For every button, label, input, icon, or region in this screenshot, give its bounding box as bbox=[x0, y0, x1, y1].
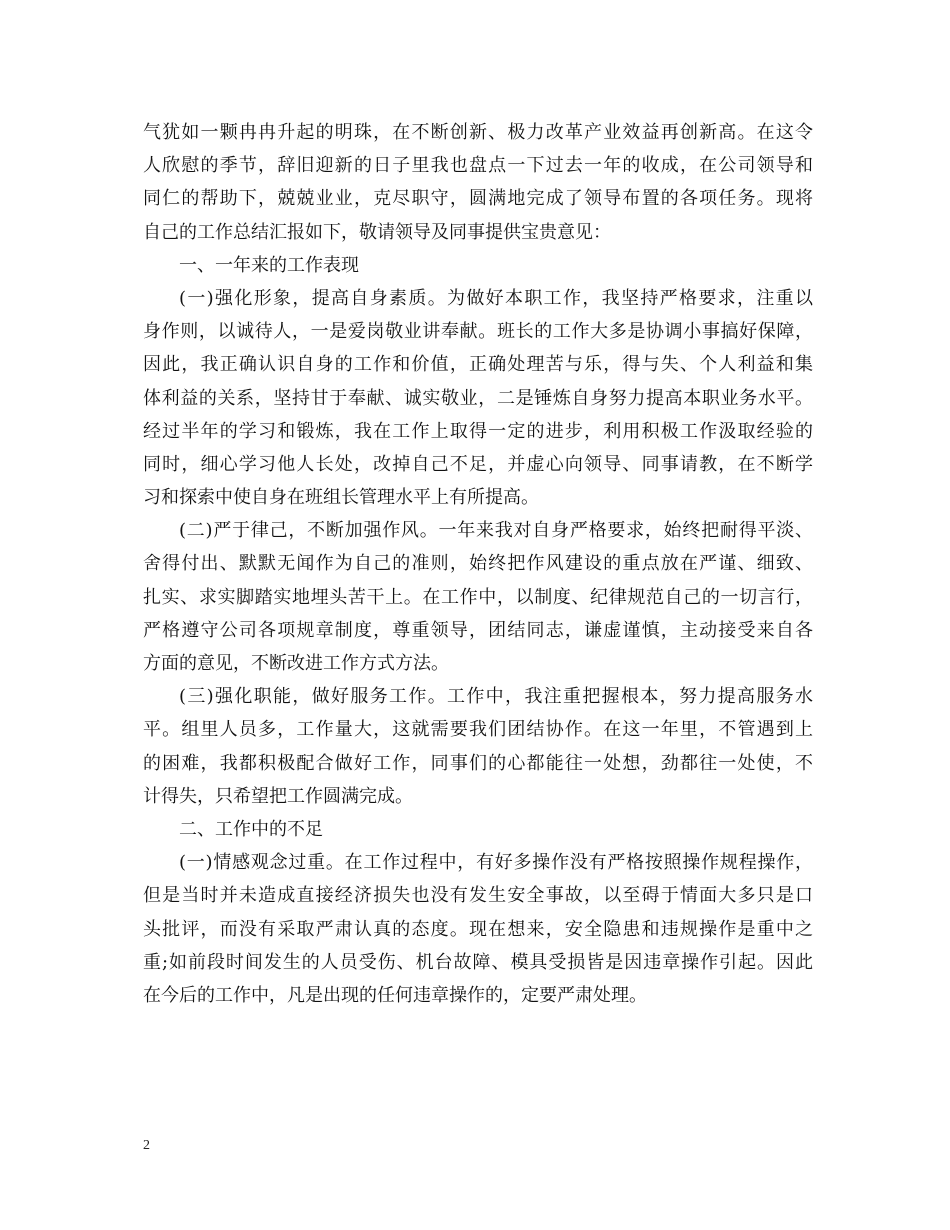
text-line: (二)严于律己，不断加强作风。一年来我对自身严格要求，始终把耐得平淡、 bbox=[179, 520, 813, 542]
text-line: 舍得付出、默默无闻作为自己的准则，始终把作风建设的重点放在严谨、细致、 bbox=[143, 553, 813, 575]
text-line: 体利益的关系，坚持甘于奉献、诚实敬业，二是锤炼自身努力提高本职业务水平。 bbox=[143, 387, 813, 409]
text-line: 扎实、求实脚踏实地埋头苦干上。在工作中，以制度、纪律规范自己的一切言行， bbox=[143, 586, 813, 608]
page-number: 2 bbox=[143, 1138, 150, 1153]
text-line: 经过半年的学习和锻炼，我在工作上取得一定的进步，利用积极工作汲取经验的 bbox=[143, 420, 813, 442]
text-line: 头批评，而没有采取严肃认真的态度。现在想来，安全隐患和违规操作是重中之 bbox=[143, 918, 813, 940]
text-line: 的困难，我都积极配合做好工作，同事们的心都能往一处想，劲都往一处使，不 bbox=[143, 752, 813, 774]
text-line: 人欣慰的季节，辞旧迎新的日子里我也盘点一下过去一年的收成，在公司领导和 bbox=[143, 155, 813, 177]
text-line: 计得失，只希望把工作圆满完成。 bbox=[143, 785, 413, 807]
text-line: 但是当时并未造成直接经济损失也没有发生安全事故，以至碍于情面大多只是口 bbox=[143, 885, 813, 907]
text-line: 重;如前段时间发生的人员受伤、机台故障、模具受损皆是因违章操作引起。因此 bbox=[143, 951, 813, 973]
section-heading: 二、工作中的不足 bbox=[179, 818, 323, 840]
text-line: 身作则，以诚待人，一是爱岗敬业讲奉献。班长的工作大多是协调小事搞好保障， bbox=[143, 321, 813, 343]
text-line: 习和探索中使自身在班组长管理水平上有所提高。 bbox=[143, 487, 539, 509]
text-line: (一)情感观念过重。在工作过程中，有好多操作没有严格按照操作规程操作， bbox=[179, 852, 813, 874]
section-heading: 一、一年来的工作表现 bbox=[179, 254, 359, 276]
text-line: 在今后的工作中，凡是出现的任何违章操作的，定要严肃处理。 bbox=[143, 984, 647, 1006]
text-line: 因此，我正确认识自身的工作和价值，正确处理苦与乐，得与失、个人利益和集 bbox=[143, 354, 813, 376]
text-line: 气犹如一颗冉冉升起的明珠，在不断创新、极力改革产业效益再创新高。在这令 bbox=[143, 122, 813, 143]
text-line: 严格遵守公司各项规章制度，尊重领导，团结同志，谦虚谨慎，主动接受来自各 bbox=[143, 619, 813, 641]
text-line: (一)强化形象，提高自身素质。为做好本职工作，我坚持严格要求，注重以 bbox=[179, 287, 813, 309]
text-line: (三)强化职能，做好服务工作。工作中，我注重把握根本，努力提高服务水 bbox=[179, 686, 813, 708]
body-text bbox=[143, 116, 813, 1012]
text-line: 平。组里人员多，工作量大，这就需要我们团结协作。在这一年里，不管遇到上 bbox=[143, 719, 813, 741]
text-line: 自己的工作总结汇报如下，敬请领导及同事提供宝贵意见： bbox=[143, 221, 611, 243]
text-line: 方面的意见，不断改进工作方式方法。 bbox=[143, 653, 449, 674]
text-line: 同仁的帮助下，兢兢业业，克尽职守，圆满地完成了领导布置的各项任务。现将 bbox=[143, 188, 813, 210]
text-line: 同时，细心学习他人长处，改掉自己不足，并虚心向领导、同事请教，在不断学 bbox=[143, 453, 813, 475]
